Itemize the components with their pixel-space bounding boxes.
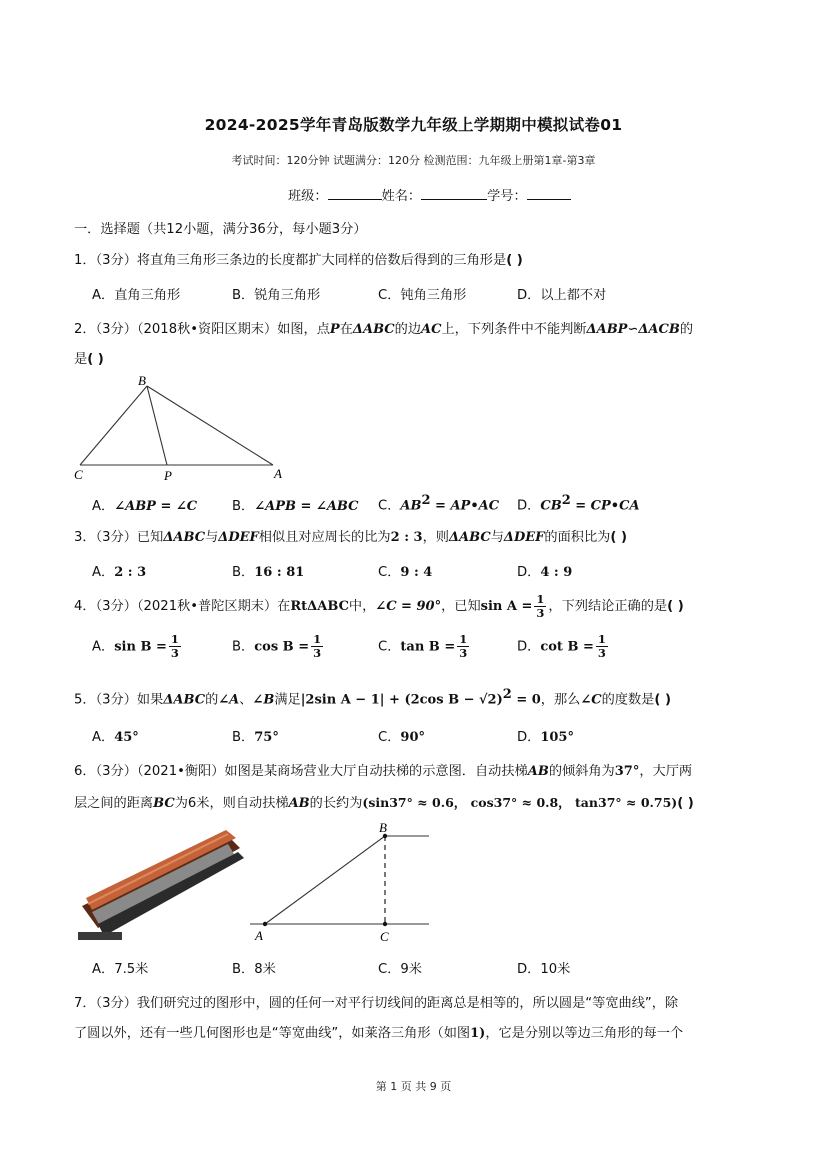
q4-stem-c: ，已知 [441, 599, 481, 614]
q4-c-fn: tan B = [400, 639, 456, 655]
q4-a-letter: A． [92, 639, 115, 655]
q5-stem-d: ，那么 [540, 692, 581, 708]
q6-answer-paren: ( ) [677, 796, 694, 811]
q2-option-c[interactable] [378, 493, 499, 513]
q4-d-letter: D． [517, 639, 541, 655]
q3-c-letter: C． [378, 565, 401, 580]
q5-equals: = 0 [511, 692, 541, 708]
q4-option-d[interactable] [517, 633, 610, 660]
q6-ab: AB [527, 764, 549, 779]
q4-stem-a: 4．（3分）（2021秋•普陀区期末）在 [74, 599, 291, 614]
q5-option-b[interactable] [232, 726, 279, 745]
q3-a-value: 2 : 3 [114, 565, 147, 580]
q5-d-letter: D． [517, 730, 541, 745]
q3-option-b[interactable] [232, 561, 304, 580]
q2-stem-d: 上，下列条件中不能判断 [441, 322, 587, 337]
q5-c-letter: C． [378, 730, 401, 745]
q1-option-b[interactable]: B．锐角三角形 [232, 288, 321, 303]
q7-line2-c: ，它是分别以等边三角形的每一个 [485, 1026, 684, 1041]
q7-figure-ref: 1) [470, 1026, 486, 1041]
q6-stem-c: ，大厅两 [639, 764, 693, 779]
q3-d-value: 4 : 9 [540, 565, 573, 580]
q2-point-p: P [329, 322, 340, 337]
q4-a-fraction [169, 633, 181, 660]
q2-c-letter: C． [378, 498, 401, 514]
question-7: 7．（3分）我们研究过的图形中，圆的任何一对平行切线间的距离总是相等的，所以圆是“等宽曲线”，除 [74, 996, 679, 1011]
escalator-photo [78, 828, 248, 943]
q5-c-value: 90° [400, 730, 425, 745]
q7-line2-a: 了圆以外，还有一些几何图形也是“等宽曲线”，如莱洛三角形（如图 [74, 1026, 471, 1041]
q6-approximations: (sin37° ≈ 0.6， cos37° ≈ 0.8， tan37° ≈ 0.75) [362, 795, 678, 810]
q4-sin: sin A = [480, 599, 533, 614]
q2-option-b[interactable] [232, 495, 359, 514]
q4-a-num: 1 [170, 632, 179, 646]
q4-den: 3 [536, 605, 545, 620]
page-number: 第 1 页 共 9 页 [375, 1080, 452, 1093]
q2-side: AC [421, 322, 442, 337]
q4-b-den: 3 [313, 646, 322, 660]
q2-stem-c: 的边 [394, 322, 422, 337]
q1-option-d[interactable]: D．以上都不对 [517, 288, 607, 303]
q5-stem-c: 满足 [274, 692, 301, 708]
q2-b-letter: B． [232, 499, 255, 514]
q3-b-letter: B． [232, 565, 255, 580]
question-1 [74, 249, 523, 268]
section-heading: 一．选择题（共12小题，满分36分，每小题3分） [74, 222, 367, 237]
q2-side-bc [80, 386, 147, 465]
q6-bc: BC [153, 796, 175, 811]
q5-option-c[interactable] [378, 726, 425, 745]
q4-b-fraction [311, 633, 323, 660]
q5-b-letter: B． [232, 730, 255, 745]
q5-triangle: ΔABC [163, 692, 206, 708]
q2-c-sup: 2 [421, 493, 431, 508]
q4-num: 1 [536, 591, 545, 606]
q2-line2: 是 [74, 352, 88, 367]
q5-a-value: 45° [114, 730, 139, 745]
q3-c-value: 9 : 4 [400, 565, 433, 580]
q2-a-expr: ∠ABP = ∠C [114, 499, 198, 514]
q5-option-a[interactable] [92, 726, 139, 745]
q4-d-fn: cot B = [540, 639, 594, 655]
class-field[interactable] [328, 186, 382, 200]
q2-label-p: P [164, 468, 172, 483]
class-label: 班级： [288, 189, 328, 204]
q4-a-den: 3 [170, 646, 179, 660]
q6-stem-b: 的倾斜角为 [548, 764, 615, 779]
q6-escalator-diagram [245, 820, 435, 948]
q5-stem-a: 5．（3分）如果 [74, 692, 164, 708]
q4-d-fraction [596, 633, 608, 660]
q3-option-c[interactable] [378, 561, 432, 580]
question-6-line2 [74, 792, 694, 811]
q3-stem-d: ，则 [422, 530, 449, 545]
q1-option-c[interactable]: C．钝角三角形 [378, 288, 467, 303]
question-4 [74, 592, 684, 622]
q5-angle-a: ∠A [218, 692, 240, 708]
q6-segment-ab [265, 836, 385, 924]
q1-answer-paren: ( ) [506, 253, 523, 268]
q5-angle-c: ∠C [580, 692, 602, 708]
q6-option-b[interactable]: B．8米 [232, 962, 276, 977]
q6-option-a[interactable]: A．7.5米 [92, 962, 149, 977]
q2-d-expr-b: = CP•CA [570, 498, 640, 514]
q4-b-letter: B． [232, 639, 255, 655]
q2-b-expr: ∠APB = ∠ABC [254, 499, 359, 514]
question-3 [74, 526, 627, 545]
q5-stem-e: 的度数是 [601, 692, 655, 708]
q3-stem-a: 3．（3分）已知 [74, 530, 164, 545]
q3-tri-2: ΔDEF [218, 530, 259, 545]
q4-stem-b: 中， [348, 599, 376, 614]
q2-similarity: ΔABP∽ΔACB [586, 322, 680, 337]
q4-d-num: 1 [597, 632, 606, 646]
q6-ab-2: AB [288, 796, 310, 811]
q5-expression: |2sin A − 1| + (2cos B − √2) [300, 692, 503, 708]
q2-option-a[interactable] [92, 495, 197, 514]
q4-option-b[interactable] [232, 633, 325, 660]
q2-side-ba [147, 386, 273, 465]
q6-option-c[interactable]: C．9米 [378, 962, 422, 977]
q4-angle: ∠C = 90° [375, 599, 442, 614]
q4-c-num: 1 [459, 632, 468, 646]
q2-triangle: ΔABC [352, 322, 395, 337]
q3-tri-1: ΔABC [163, 530, 206, 545]
q2-d-expr-a: CB [540, 498, 562, 514]
q6-point-c [383, 922, 387, 926]
q6-option-d[interactable]: D．10米 [517, 962, 571, 977]
q4-c-den: 3 [459, 646, 468, 660]
q4-option-c[interactable] [378, 633, 471, 660]
q4-fraction [534, 593, 546, 620]
q3-answer-paren: ( ) [610, 530, 627, 545]
q2-a-letter: A． [92, 499, 115, 514]
q5-d-value: 105° [540, 730, 574, 745]
q5-exponent: 2 [502, 687, 512, 702]
q3-b-value: 16 : 81 [254, 565, 305, 580]
q2-segment-bp [147, 386, 167, 465]
q1-option-a[interactable]: A．直角三角形 [92, 288, 181, 303]
q2-answer-paren: ( ) [87, 352, 104, 367]
q6-label-a: A [255, 928, 263, 943]
question-5 [74, 687, 671, 707]
q4-c-letter: C． [378, 639, 401, 655]
name-label: 姓名： [381, 189, 422, 204]
q2-stem-a: 2．（3分）（2018秋•资阳区期末）如图，点 [74, 322, 330, 337]
q3-stem-f: 的面积比为 [544, 530, 611, 545]
q4-c-fraction [457, 633, 469, 660]
q6-point-a [263, 922, 267, 926]
question-2-line2 [74, 348, 104, 367]
q2-label-b: B [138, 373, 146, 388]
id-field[interactable] [527, 186, 571, 200]
q2-label-c: C [74, 467, 83, 482]
exam-info: 考试时间：120分钟 试题满分：120分 检测范围：九年级上册第1章-第3章 [231, 154, 596, 167]
name-field[interactable] [421, 186, 487, 200]
page-title: 2024-2025学年青岛版数学九年级上学期期中模拟试卷01 [204, 116, 623, 134]
q6-degree: 37° [614, 764, 640, 779]
q4-d-den: 3 [597, 646, 606, 660]
q6-line2-b: 为6米，则自动扶梯 [174, 796, 289, 811]
question-6 [74, 760, 692, 779]
q5-a-letter: A． [92, 730, 115, 745]
q3-d-letter: D． [517, 565, 541, 580]
q5-answer-paren: ( ) [654, 692, 672, 708]
q6-line2-a: 层之间的距离 [74, 796, 154, 811]
q6-label-c: C [380, 929, 389, 944]
q5-option-d[interactable] [517, 726, 574, 745]
q2-option-d[interactable] [517, 493, 640, 513]
q4-b-num: 1 [313, 632, 322, 646]
q2-d-letter: D． [517, 498, 541, 514]
q1-stem: 1．（3分）将直角三角形三条边的长度都扩大同样的倍数后得到的三角形是 [74, 253, 507, 268]
student-info-line [288, 185, 571, 204]
q2-stem-b: 在 [339, 322, 353, 337]
q4-answer-paren: ( ) [667, 599, 684, 614]
q3-option-d[interactable] [517, 561, 572, 580]
q5-stem-b: 的 [205, 692, 219, 708]
q2-label-a: A [274, 466, 282, 481]
q4-stem-d: ，下列结论正确的是 [548, 599, 668, 614]
q6-line2-c: 的长约为 [309, 796, 363, 811]
q6-stem-a: 6．（3分）（2021•衡阳）如图是某商场营业大厅自动扶梯的示意图．自动扶梯 [74, 764, 528, 779]
q5-sep: 、 [239, 692, 253, 708]
q4-a-fn: sin B = [114, 639, 167, 655]
q2-c-expr-b: = AP•AC [430, 498, 500, 514]
q4-rt-triangle: RtΔABC [290, 599, 349, 614]
q2-stem-e: 的 [679, 322, 694, 337]
q3-stem-b: 与 [205, 530, 219, 545]
q2-d-sup: 2 [561, 493, 571, 508]
q3-stem-c: 相似且对应周长的比为 [258, 530, 391, 545]
q5-b-value: 75° [254, 730, 279, 745]
question-7-line2 [74, 1022, 683, 1041]
q2-triangle-figure [70, 372, 300, 484]
escalator-landing-icon [78, 932, 122, 940]
q3-stem-e: 与 [490, 530, 504, 545]
q3-tri-4: ΔDEF [503, 530, 545, 545]
q3-a-letter: A． [92, 565, 115, 580]
q3-option-a[interactable] [92, 561, 146, 580]
q3-ratio: 2 : 3 [390, 530, 423, 545]
q4-option-a[interactable] [92, 633, 183, 660]
q2-c-expr-a: AB [400, 498, 422, 514]
q5-angle-b: ∠B [252, 692, 275, 708]
q4-b-fn: cos B = [254, 639, 310, 655]
q3-tri-3: ΔABC [448, 530, 491, 545]
id-label: 学号： [487, 189, 527, 204]
q6-label-b: B [379, 820, 387, 835]
question-2 [74, 318, 693, 337]
